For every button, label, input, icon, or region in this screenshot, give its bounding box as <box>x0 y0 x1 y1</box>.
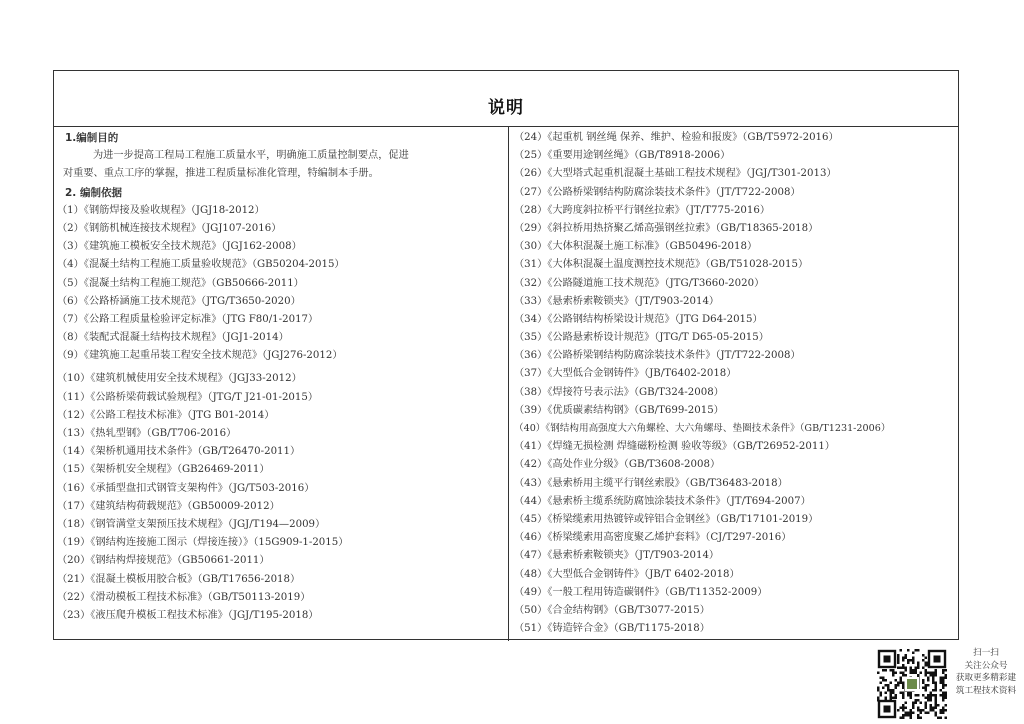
reference-item: （4）《混凝土结构工程施工质量验收规范》（GB50204-2015） <box>57 259 345 271</box>
qr-caption-line: 扫一扫 <box>973 648 999 658</box>
reference-item: （48）《大型低合金钢铸件》（JB/T 6402-2018） <box>514 568 740 580</box>
reference-item: （47）《悬索桥索鞍锁夹》（JT/T903-2014） <box>514 550 720 562</box>
qr-caption-line: 关注公众号 <box>964 660 1008 671</box>
purpose-heading: 1.编制目的 <box>65 132 119 144</box>
reference-item: （29）《斜拉桥用热挤聚乙烯高强钢丝拉索》（GB/T18365-2018） <box>514 222 819 234</box>
qr-code-graphic <box>877 649 947 719</box>
reference-item: （11）《公路桥梁荷载试验规程》（JTG/T J21-01-2015） <box>57 391 319 403</box>
reference-item: （3）《建筑施工模板安全技术规范》（JGJ162-2008） <box>57 241 302 253</box>
reference-item: （41）《焊缝无损检测 焊缝磁粉检测 验收等级》（GB/T26952-2011） <box>514 441 835 453</box>
reference-item: （40）《钢结构用高强度大六角螺栓、大六角螺母、垫圈技术条件》（GB/T1231-2006） <box>514 423 891 434</box>
reference-item: （15）《架桥机安全规程》（GB26469-2011） <box>57 464 270 476</box>
reference-item: （49）《一般工程用铸造碳钢件》（GB/T11352-2009） <box>514 586 768 598</box>
reference-item: （37）《大型低合金钢铸件》（JB/T6402-2018） <box>514 368 737 380</box>
reference-item: （34）《公路钢结构桥梁设计规范》（JTG D64-2015） <box>514 313 763 325</box>
reference-item: （33）《悬索桥索鞍锁夹》（JT/T903-2014） <box>514 295 720 307</box>
qr-caption-line: 获取更多精彩建 <box>955 673 1017 684</box>
qr-code-icon[interactable] <box>877 649 947 719</box>
basis-heading: 2. 编制依据 <box>65 186 122 199</box>
reference-item: （7）《公路工程质量检验评定标准》（JTG F80/1-2017） <box>57 313 319 325</box>
reference-item: （2）《钢筋机械连接技术规程》（JGJ107-2016） <box>57 222 282 234</box>
reference-item: （32）《公路隧道施工技术规范》（JTG/T3660-2020） <box>514 277 765 289</box>
qr-caption <box>949 647 1023 697</box>
reference-item: （35）《公路悬索桥设计规范》（JTG/T D65-05-2015） <box>514 332 769 344</box>
title-row <box>54 71 958 127</box>
reference-item: （9）《建筑施工起重吊装工程安全技术规范》（JGJ276-2012） <box>57 350 343 362</box>
column-divider <box>508 127 509 641</box>
reference-item: （17）《建筑结构荷载规范》（GB50009-2012） <box>57 500 280 512</box>
reference-item: （22）《滑动模板工程技术标准》（GB/T50113-2019） <box>57 591 311 603</box>
reference-item: （21）《混凝土模板用胶合板》（GB/T17656-2018） <box>57 573 301 585</box>
reference-item: （10）《建筑机械使用安全技术规程》（JGJ33-2012） <box>57 373 302 385</box>
reference-item: （42）《高处作业分级》（GB/T3608-2008） <box>514 459 721 471</box>
reference-item: （51）《铸造锌合金》（GB/T1175-2018） <box>514 623 710 635</box>
reference-item: （23）《液压爬升模板工程技术标准》（JGJ/T195-2018） <box>57 609 319 621</box>
document-frame <box>53 70 959 640</box>
reference-item: （44）《悬索桥主缆系统防腐蚀涂装技术条件》（JT/T694-2007） <box>514 495 811 507</box>
reference-item: （45）《桥梁缆索用热镀锌或锌铝合金钢丝》（GB/T17101-2019） <box>514 513 819 525</box>
reference-item: （28）《大跨度斜拉桥平行钢丝拉索》（JT/T775-2016） <box>514 204 771 216</box>
qr-caption-line: 筑工程技术资料 <box>955 685 1017 696</box>
page-title: 说明 <box>488 98 524 118</box>
reference-item: （30）《大体积混凝土施工标准》（GB50496-2018） <box>514 241 758 253</box>
reference-item: （13）《热轧型钢》（GB/T706-2016） <box>57 428 237 439</box>
reference-item: （24）《起重机 钢丝绳 保养、维护、检验和报废》（GB/T5972-2016） <box>514 132 839 143</box>
reference-item: （12）《公路工程技术标准》（JTG B01-2014） <box>57 409 275 421</box>
reference-item: （18）《钢管满堂支架预压技术规程》（JGJ/T194—2009） <box>57 518 326 530</box>
reference-item: （36）《公路桥梁钢结构防腐涂装技术条件》（JT/T722-2008） <box>514 350 801 362</box>
left-column <box>57 129 505 625</box>
reference-item: （6）《公路桥涵施工技术规范》（JTG/T3650-2020） <box>57 295 301 307</box>
reference-item: （46）《桥梁缆索用高密度聚乙烯护套料》（CJ/T297-2016） <box>514 532 792 544</box>
reference-item: （1）《钢筋焊接及验收规程》（JGJ18-2012） <box>57 204 265 216</box>
reference-item: （27）《公路桥梁钢结构防腐涂装技术条件》（JT/T722-2008） <box>514 186 801 198</box>
reference-item: （25）《重要用途钢丝绳》（GB/T8918-2006） <box>514 150 731 162</box>
right-column <box>514 129 960 638</box>
reference-item: （26）《大型塔式起重机混凝土基础工程技术规程》（JGJ/T301-2013） <box>514 168 837 180</box>
reference-item: （14）《架桥机通用技术条件》（GB/T26470-2011） <box>57 446 301 458</box>
reference-item: （38）《焊接符号表示法》（GB/T324-2008） <box>514 386 724 398</box>
reference-item: （19）《钢结构连接施工图示（焊接连接）》（15G909-1-2015） <box>57 537 349 549</box>
reference-item: （5）《混凝土结构工程施工规范》（GB50666-2011） <box>57 277 304 289</box>
reference-item: （50）《合金结构钢》（GB/T3077-2015） <box>514 604 710 616</box>
reference-item: （43）《悬索桥用主缆平行钢丝索股》（GB/T36483-2018） <box>514 477 788 489</box>
purpose-text-line: 为进一步提高工程局工程施工质量水平，明确施工质量控制要点，促进 <box>93 150 409 162</box>
reference-item: （31）《大体积混凝土温度测控技术规范》（GB/T51028-2015） <box>514 259 809 271</box>
reference-item: （39）《优质碳素结构钢》（GB/T699-2015） <box>514 404 724 416</box>
purpose-text-line: 对重要、重点工序的掌握，推进工程质量标准化管理，特编制本手册。 <box>63 168 379 180</box>
reference-item: （16）《承插型盘扣式钢管支架构件》（JG/T503-2016） <box>57 482 315 494</box>
reference-item: （8）《装配式混凝土结构技术规程》（JGJ1-2014） <box>57 332 289 344</box>
reference-item: （20）《钢结构焊接规范》（GB50661-2011） <box>57 555 270 567</box>
